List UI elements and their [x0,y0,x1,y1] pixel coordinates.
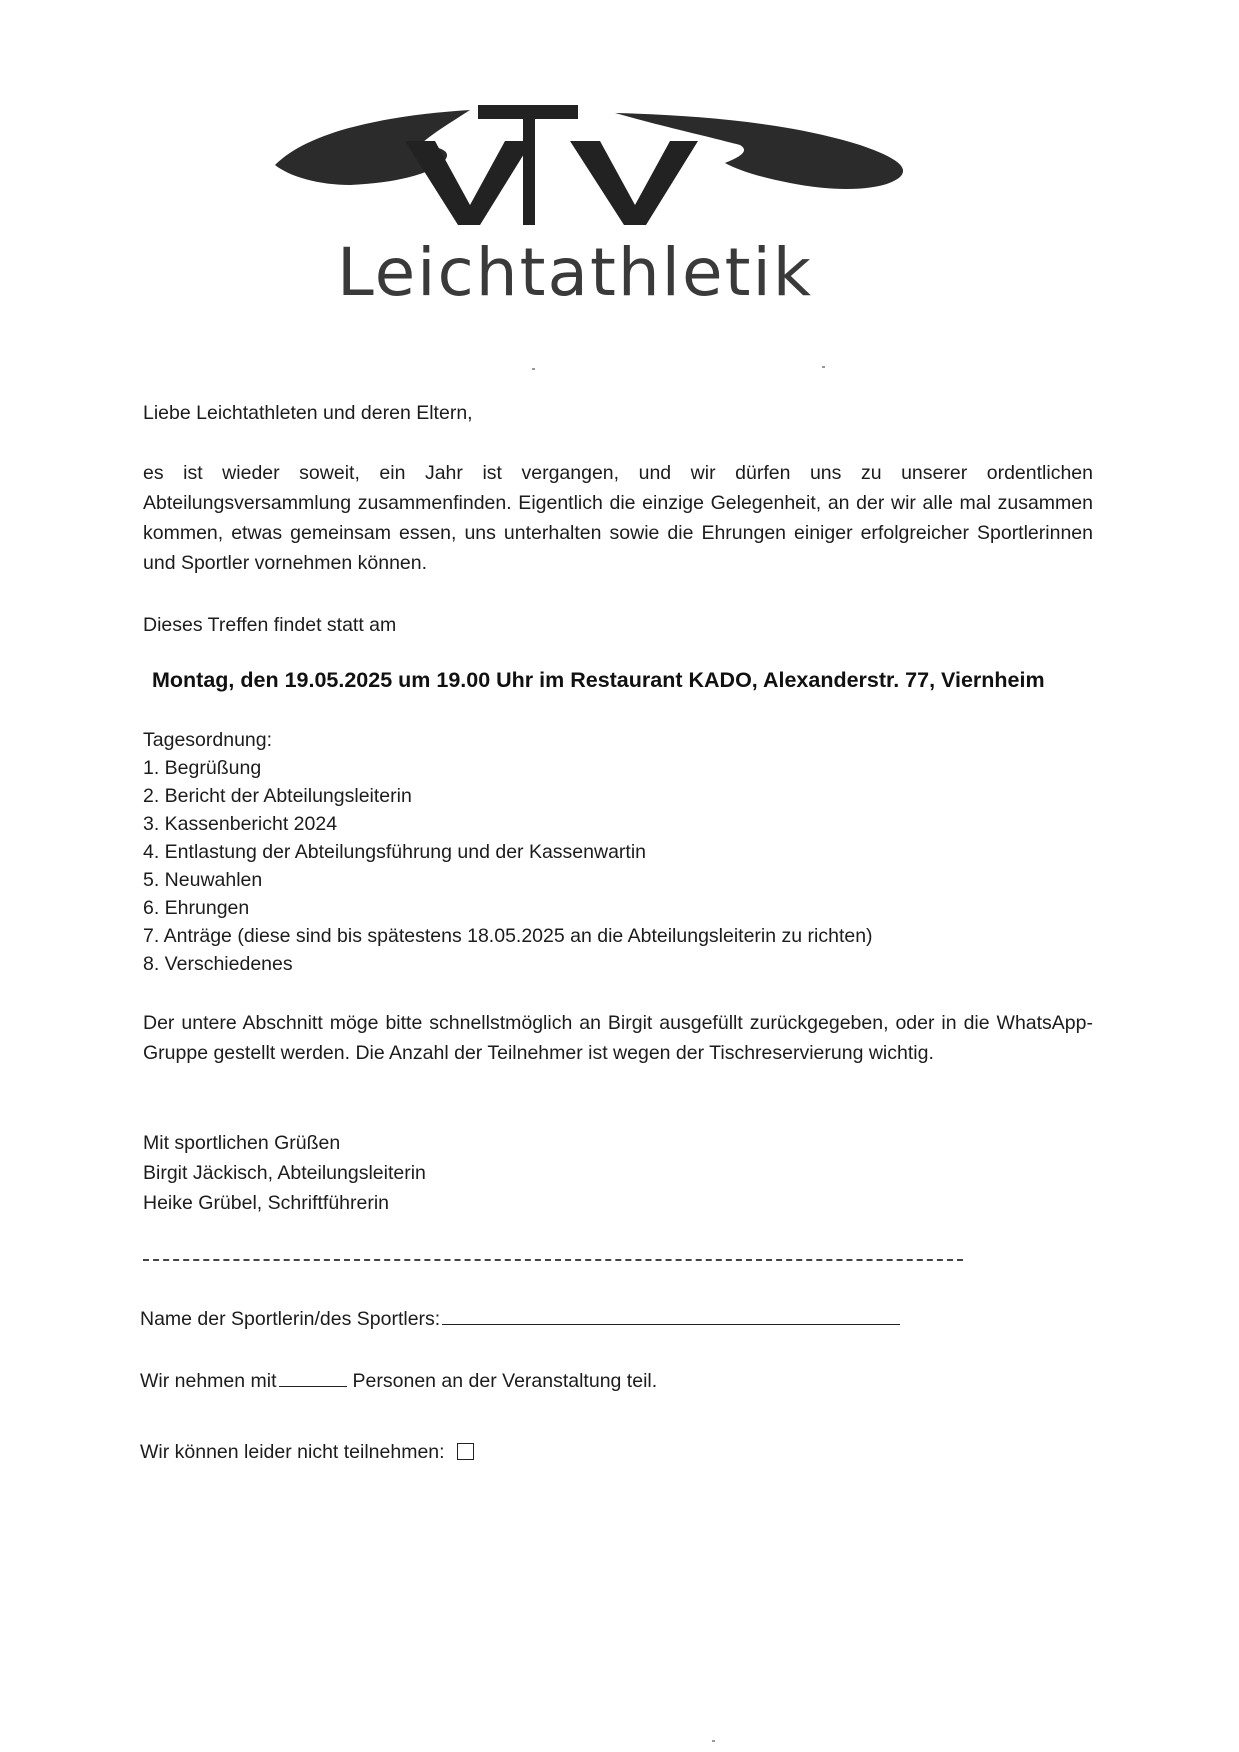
agenda-item: 2. Bericht der Abteilungsleiterin [143,785,412,807]
name-field[interactable] [442,1306,900,1325]
count-row [140,1368,657,1393]
agenda-item: 8. Verschiedenes [143,953,293,975]
decline-row [140,1441,474,1464]
logo-subtitle: Leichtathletik [336,234,814,311]
name-label: Name der Sportlerin/des Sportlers: [140,1308,441,1330]
scan-speck [712,1740,715,1742]
meeting-intro: Dieses Treffen findet statt am [143,614,397,636]
cut-line [143,1259,963,1261]
salutation: Liebe Leichtathleten und deren Eltern, [143,402,473,424]
signer: Heike Grübel, Schriftführerin [143,1192,390,1214]
meeting-details: Montag, den 19.05.2025 um 19.00 Uhr im Restaurant KADO, Alexanderstr. 77, Viernheim [152,668,1045,692]
agenda-item: 3. Kassenbericht 2024 [143,813,338,835]
agenda-item: 4. Entlastung der Abteilungsführung und der Kassenwartin [143,841,647,863]
count-label-after: Personen an der Veranstaltung teil. [352,1370,658,1392]
agenda-item: 5. Neuwahlen [143,869,263,891]
closing [143,1128,1093,1218]
agenda-item: 1. Begrüßung [143,757,262,779]
count-label-before: Wir nehmen mit [140,1370,277,1392]
closing-greeting: Mit sportlichen Grüßen [143,1132,341,1154]
signer: Birgit Jäckisch, Abteilungsleiterin [143,1162,426,1184]
scan-speck [822,366,825,368]
decline-label: Wir können leider nicht teilnehmen: [140,1441,445,1463]
return-note: Der untere Abschnitt möge bitte schnellstmöglich an Birgit ausgefüllt zurückgegeben, oder in die WhatsApp-Gruppe gestellt werden. Die Anzahl der Teilnehmer ist wegen der Tischreservierung wichtig. [143,1012,1093,1064]
vtv-logo-graphic [270,105,920,355]
agenda-title: Tagesordnung: [143,729,273,751]
decline-checkbox[interactable] [457,1443,474,1460]
scan-speck [532,368,535,370]
intro-paragraph: es ist wieder soweit, ein Jahr ist vergangen, und wir dürfen uns zu unserer ordentlichen Abteilungsversammlung zusammenfinden. Eigentlich die einzige Gelegenheit, an der wir alle mal zusammen kommen, etwas gemeinsam essen, uns unterhalten sowie die Ehrungen einiger erfolgreicher Sportlerinnen und Sportler vornehmen können. [143,462,1093,574]
vtv-logo [270,105,920,355]
person-count-field[interactable] [279,1368,347,1387]
agenda [143,726,1093,978]
name-row [140,1306,900,1331]
agenda-item: 7. Anträge (diese sind bis spätestens 18.05.2025 an die Abteilungsleiterin zu richten) [143,925,873,947]
agenda-item: 6. Ehrungen [143,897,250,919]
